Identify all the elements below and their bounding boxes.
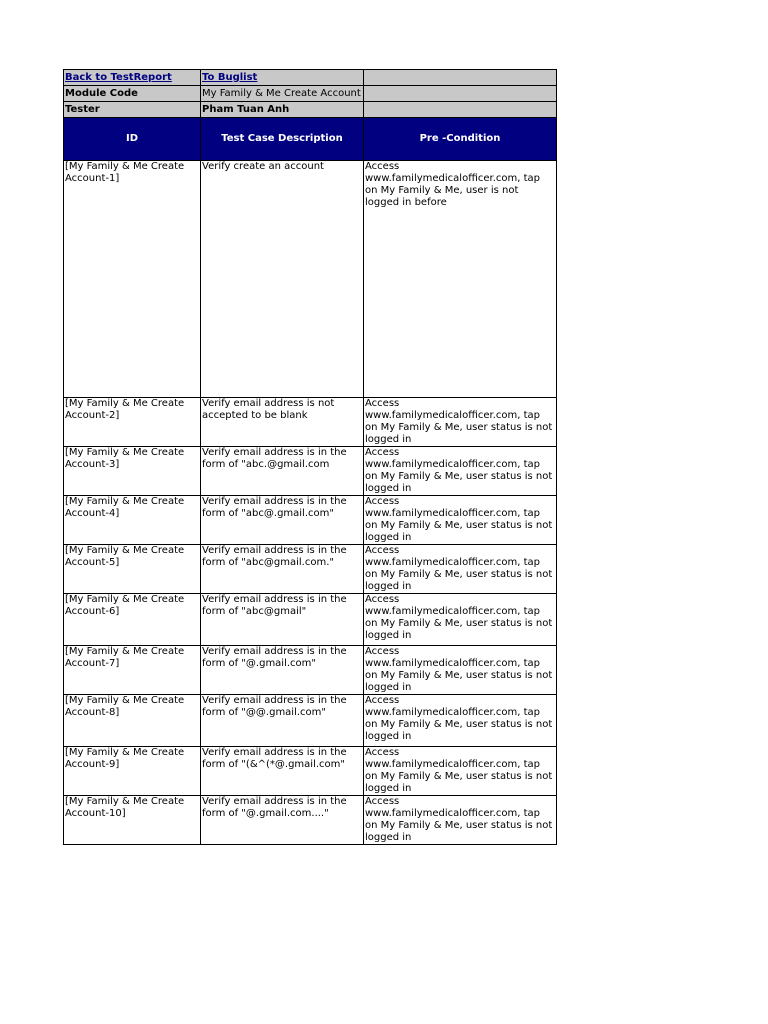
test-case-precondition: Access www.familymedicalofficer.com, tap on My Family & Me, user status is not logged in bbox=[364, 594, 557, 646]
test-case-id: [My Family & Me Create Account-1] bbox=[64, 161, 201, 398]
test-case-description: Verify email address is in the form of "abc@gmail" bbox=[201, 594, 364, 646]
test-case-id: [My Family & Me Create Account-5] bbox=[64, 545, 201, 594]
column-header-id: ID bbox=[64, 118, 201, 161]
test-case-id: [My Family & Me Create Account-2] bbox=[64, 398, 201, 447]
empty-cell bbox=[364, 70, 557, 86]
module-row bbox=[64, 86, 557, 102]
test-case-description: Verify email address is in the form of "@.gmail.com" bbox=[201, 646, 364, 695]
test-case-precondition: Access www.familymedicalofficer.com, tap on My Family & Me, user status is not logged in bbox=[364, 646, 557, 695]
test-case-precondition: Access www.familymedicalofficer.com, tap on My Family & Me, user status is not logged in bbox=[364, 398, 557, 447]
test-case-id: [My Family & Me Create Account-7] bbox=[64, 646, 201, 695]
table-row bbox=[64, 161, 557, 398]
test-case-precondition: Access www.familymedicalofficer.com, tap on My Family & Me, user status is not logged in bbox=[364, 496, 557, 545]
test-case-id: [My Family & Me Create Account-9] bbox=[64, 747, 201, 796]
table-row bbox=[64, 796, 557, 845]
table-row bbox=[64, 594, 557, 646]
test-case-precondition: Access www.familymedicalofficer.com, tap on My Family & Me, user status is not logged in bbox=[364, 747, 557, 796]
column-header-description: Test Case Description bbox=[201, 118, 364, 161]
test-case-description: Verify email address is not accepted to be blank bbox=[201, 398, 364, 447]
test-case-description: Verify email address is in the form of "abc@gmail.com." bbox=[201, 545, 364, 594]
test-case-id: [My Family & Me Create Account-3] bbox=[64, 447, 201, 496]
test-case-description: Verify email address is in the form of "(&^(*@.gmail.com" bbox=[201, 747, 364, 796]
test-case-table bbox=[63, 69, 557, 845]
test-case-id: [My Family & Me Create Account-6] bbox=[64, 594, 201, 646]
tester-row bbox=[64, 102, 557, 118]
to-buglist-link[interactable]: To Buglist bbox=[202, 71, 258, 83]
column-header-row bbox=[64, 118, 557, 161]
test-case-description: Verify email address is in the form of "abc.@gmail.com bbox=[201, 447, 364, 496]
test-case-description: Verify create an account bbox=[201, 161, 364, 398]
bug-link-cell bbox=[201, 70, 364, 86]
empty-cell bbox=[364, 102, 557, 118]
test-case-id: [My Family & Me Create Account-4] bbox=[64, 496, 201, 545]
module-code-label: Module Code bbox=[64, 86, 201, 102]
tester-value: Pham Tuan Anh bbox=[201, 102, 364, 118]
test-case-precondition: Access www.familymedicalofficer.com, tap on My Family & Me, user is not logged in before bbox=[364, 161, 557, 398]
tester-label: Tester bbox=[64, 102, 201, 118]
column-header-precondition: Pre -Condition bbox=[364, 118, 557, 161]
back-link-cell bbox=[64, 70, 201, 86]
table-row bbox=[64, 545, 557, 594]
test-case-precondition: Access www.familymedicalofficer.com, tap on My Family & Me, user status is not logged in bbox=[364, 695, 557, 747]
test-case-id: [My Family & Me Create Account-8] bbox=[64, 695, 201, 747]
empty-cell bbox=[364, 86, 557, 102]
table-row bbox=[64, 398, 557, 447]
table-row bbox=[64, 447, 557, 496]
table-row bbox=[64, 695, 557, 747]
test-case-description: Verify email address is in the form of "abc@.gmail.com" bbox=[201, 496, 364, 545]
table-row bbox=[64, 496, 557, 545]
table-row bbox=[64, 747, 557, 796]
test-case-description: Verify email address is in the form of "@.gmail.com...." bbox=[201, 796, 364, 845]
module-code-value: My Family & Me Create Account bbox=[201, 86, 364, 102]
test-case-precondition: Access www.familymedicalofficer.com, tap on My Family & Me, user status is not logged in bbox=[364, 545, 557, 594]
table-row bbox=[64, 646, 557, 695]
test-case-id: [My Family & Me Create Account-10] bbox=[64, 796, 201, 845]
back-to-testreport-link[interactable]: Back to TestReport bbox=[65, 71, 172, 83]
test-case-precondition: Access www.familymedicalofficer.com, tap on My Family & Me, user status is not logged in bbox=[364, 796, 557, 845]
test-case-precondition: Access www.familymedicalofficer.com, tap on My Family & Me, user status is not logged in bbox=[364, 447, 557, 496]
links-row bbox=[64, 70, 557, 86]
test-case-description: Verify email address is in the form of "@@.gmail.com" bbox=[201, 695, 364, 747]
